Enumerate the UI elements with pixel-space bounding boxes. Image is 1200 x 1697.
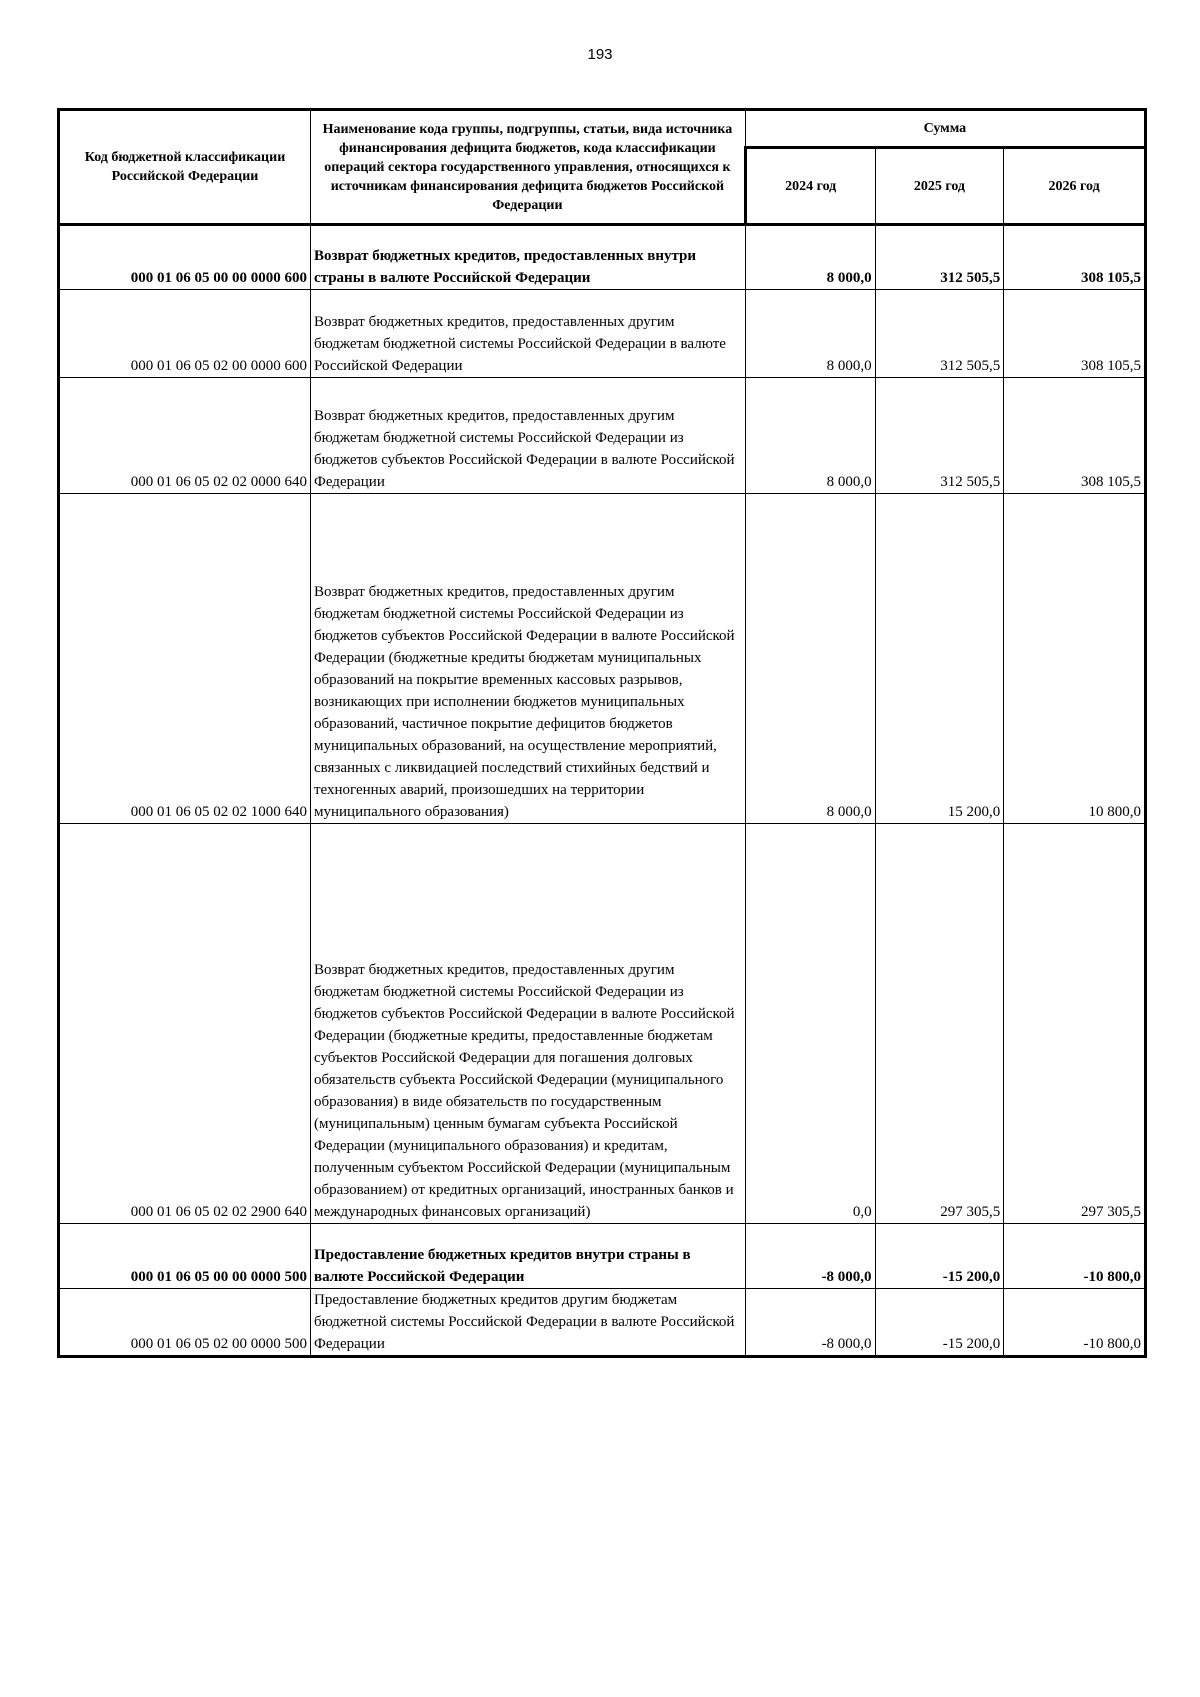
row-value-2026: -10 800,0 [1004, 1224, 1146, 1289]
table-row [59, 1224, 1146, 1289]
header-year-2026: 2026 год [1004, 148, 1146, 225]
row-value-2026: -10 800,0 [1004, 1289, 1146, 1357]
row-code: 000 01 06 05 00 00 0000 500 [59, 1224, 311, 1289]
row-value-2026: 308 105,5 [1004, 378, 1146, 494]
row-value-2024: 8 000,0 [745, 494, 875, 824]
header-code: Код бюджетной классификации Российской Федерации [59, 110, 311, 225]
row-value-2026: 297 305,5 [1004, 824, 1146, 1224]
row-code: 000 01 06 05 02 00 0000 500 [59, 1289, 311, 1357]
row-value-2025: 312 505,5 [875, 225, 1004, 290]
header-year-2025: 2025 год [875, 148, 1004, 225]
table-row [59, 378, 1146, 494]
row-name: Возврат бюджетных кредитов, предоставленных другим бюджетам бюджетной системы Российской Федерации из бюджетов субъектов Российской Федерации в валюте Российской Федерации [311, 378, 746, 494]
table-row [59, 494, 1146, 824]
row-value-2024: 0,0 [745, 824, 875, 1224]
row-code: 000 01 06 05 00 00 0000 600 [59, 225, 311, 290]
row-name: Возврат бюджетных кредитов, предоставленных другим бюджетам бюджетной системы Российской Федерации в валюте Российской Федерации [311, 290, 746, 378]
row-code: 000 01 06 05 02 00 0000 600 [59, 290, 311, 378]
row-code: 000 01 06 05 02 02 2900 640 [59, 824, 311, 1224]
row-value-2024: 8 000,0 [745, 378, 875, 494]
header-name: Наименование кода группы, подгруппы, статьи, вида источника финансирования дефицита бюджетов, кода классификации операций сектора государственного управления, относящихся к источникам финансирования дефицита бюджетов Российской Федерации [311, 110, 746, 225]
table-row [59, 1289, 1146, 1357]
row-value-2025: 297 305,5 [875, 824, 1004, 1224]
row-value-2025: 15 200,0 [875, 494, 1004, 824]
row-value-2024: 8 000,0 [745, 225, 875, 290]
row-name: Предоставление бюджетных кредитов другим бюджетам бюджетной системы Российской Федерации в валюте Российской Федерации [311, 1289, 746, 1357]
row-value-2026: 308 105,5 [1004, 290, 1146, 378]
row-name: Предоставление бюджетных кредитов внутри страны в валюте Российской Федерации [311, 1224, 746, 1289]
row-code: 000 01 06 05 02 02 1000 640 [59, 494, 311, 824]
row-value-2026: 308 105,5 [1004, 225, 1146, 290]
header-year-2024: 2024 год [745, 148, 875, 225]
row-value-2025: 312 505,5 [875, 378, 1004, 494]
page-number: 193 [587, 46, 613, 63]
row-value-2024: 8 000,0 [745, 290, 875, 378]
row-value-2025: -15 200,0 [875, 1224, 1004, 1289]
row-value-2024: -8 000,0 [745, 1224, 875, 1289]
table-row [59, 824, 1146, 1224]
header-amount: Сумма [745, 110, 1145, 148]
table-row [59, 290, 1146, 378]
row-value-2024: -8 000,0 [745, 1289, 875, 1357]
row-name: Возврат бюджетных кредитов, предоставленных внутри страны в валюте Российской Федерации [311, 225, 746, 290]
row-value-2026: 10 800,0 [1004, 494, 1146, 824]
row-code: 000 01 06 05 02 02 0000 640 [59, 378, 311, 494]
table-row [59, 225, 1146, 290]
row-value-2025: 312 505,5 [875, 290, 1004, 378]
budget-sources-table [57, 108, 1147, 1358]
row-value-2025: -15 200,0 [875, 1289, 1004, 1357]
row-name: Возврат бюджетных кредитов, предоставленных другим бюджетам бюджетной системы Российской Федерации из бюджетов субъектов Российской Федерации в валюте Российской Федерации (бюджетные кредиты бюджетам муниципальных образований на покрытие временных кассовых разрывов, возникающих при исполнении бюджетов муниципальных образований, частичное покрытие дефицитов бюджетов муниципальных образований, на осуществление мероприятий, связанных с ликвидацией последствий стихийных бедствий и техногенных аварий, произошедших на территории муниципального образования) [311, 494, 746, 824]
row-name: Возврат бюджетных кредитов, предоставленных другим бюджетам бюджетной системы Российской Федерации из бюджетов субъектов Российской Федерации в валюте Российской Федерации (бюджетные кредиты, предоставленные бюджетам субъектов Российской Федерации для погашения долговых обязательств субъекта Российской Федерации (муниципального образования) в виде обязательств по государственным (муниципальным) ценным бумагам субъекта Российской Федерации (муниципального образования) и кредитам, полученным субъектом Российской Федерации (муниципальным образованием) от кредитных организаций, иностранных банков и международных финансовых организаций) [311, 824, 746, 1224]
